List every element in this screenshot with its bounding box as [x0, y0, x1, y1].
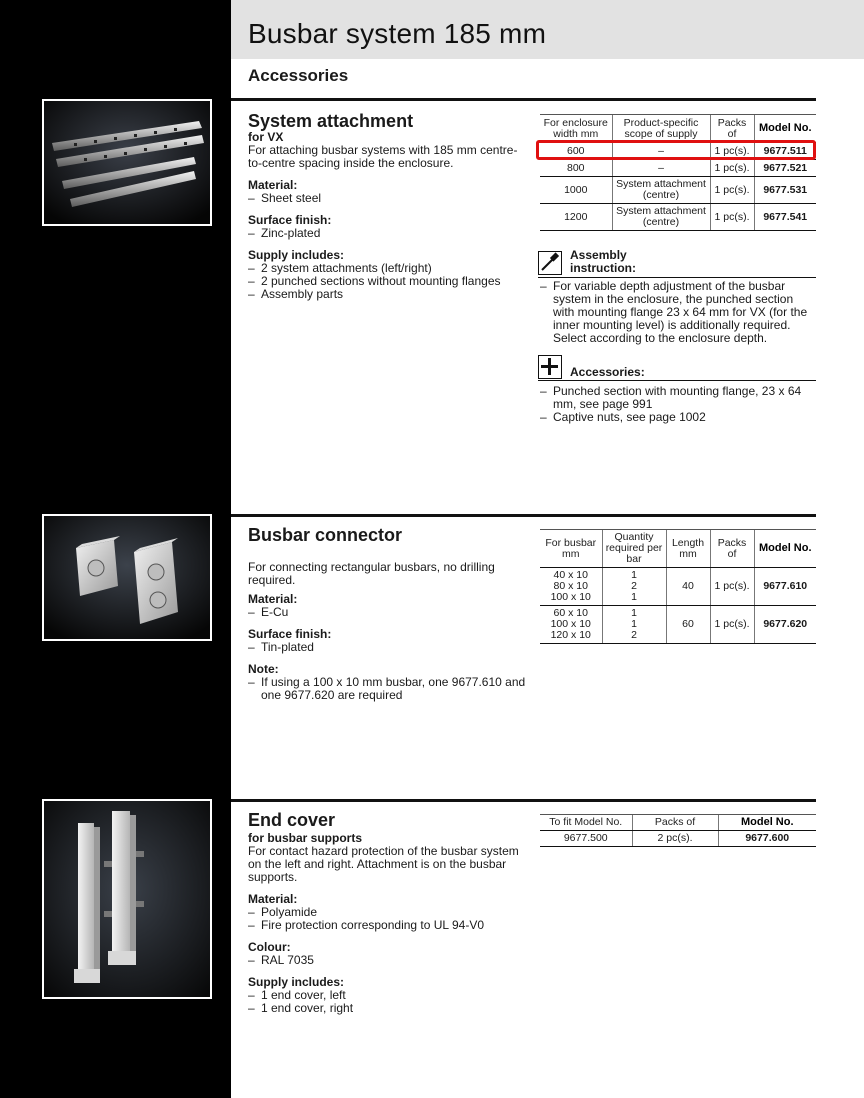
table-row [540, 831, 816, 847]
material-item: – E-Cu [248, 606, 528, 619]
table-cell: System attachment (centre) [612, 177, 710, 204]
system-attachment-photo [42, 99, 212, 226]
table-cell: 1 pc(s). [710, 160, 754, 177]
table-cell [540, 568, 602, 606]
note-item: – If using a 100 x 10 mm busbar, one 9677.610 and one 9677.620 are required [248, 676, 528, 702]
table-cell: 60 [666, 606, 710, 644]
busbar-size: 60 x 10 [553, 607, 588, 619]
end-cover-subtitle: for busbar supports [248, 831, 363, 845]
busbar-connector-table [540, 529, 816, 644]
table-cell: – [612, 160, 710, 177]
quantity: 1 [631, 591, 637, 603]
model-number: 9677.610 [754, 568, 816, 606]
table-row [540, 204, 816, 231]
end-cover-photo [42, 799, 212, 999]
model-number: 9677.600 [718, 831, 816, 847]
section-divider [231, 514, 816, 517]
finish-item: – Tin-plated [248, 641, 528, 654]
table-cell [602, 606, 666, 644]
col-header: For enclosure width mm [540, 115, 612, 143]
notice-rule [538, 380, 816, 381]
busbar-connector-description [248, 561, 528, 702]
quantity: 2 [631, 629, 637, 641]
quantity: 1 [631, 607, 637, 619]
table-row [540, 606, 816, 644]
busbar-size: 100 x 10 [550, 618, 591, 630]
busbar-size: 80 x 10 [553, 580, 588, 592]
col-header: Quantity required per bar [602, 530, 666, 568]
col-header: To fit Model No. [540, 815, 632, 831]
table-cell: 800 [540, 160, 612, 177]
end-cover-text: For contact hazard protection of the busbar system on the left and right. Attachment is on the busbar supports. [248, 844, 519, 884]
busbar-size: 100 x 10 [550, 591, 591, 603]
table-cell [602, 568, 666, 606]
material-label: Material: [248, 178, 298, 192]
material-label: Material: [248, 592, 298, 606]
col-header: Model No. [754, 115, 816, 143]
finish-label: Surface finish: [248, 213, 332, 227]
accessory-item: – Captive nuts, see page 1002 [540, 411, 816, 424]
system-attachment-title: System attachment [248, 111, 414, 131]
col-header: Packs of [710, 115, 754, 143]
busbar-connector-text: For connecting rectangular busbars, no drilling required. [248, 560, 495, 587]
busbar-size: 120 x 10 [550, 629, 591, 641]
table-header-row [540, 530, 816, 568]
table-row [540, 160, 816, 177]
page-title: Busbar system 185 mm [248, 18, 547, 49]
material-item: – Sheet steel [248, 192, 528, 205]
quantity: 2 [631, 580, 637, 592]
section-divider [231, 98, 816, 101]
system-attachment-text: For attaching busbar systems with 185 mm centre-to-centre spacing inside the enclosure. [248, 143, 518, 170]
section-divider [231, 799, 816, 802]
accessories-heading: Accessories: [570, 365, 645, 379]
material-label: Material: [248, 892, 298, 906]
col-header: For busbar mm [540, 530, 602, 568]
table-cell: 1000 [540, 177, 612, 204]
notice-rule [538, 277, 816, 278]
screwdriver-icon [538, 251, 562, 275]
model-number: 9677.620 [754, 606, 816, 644]
table-cell: System attachment (centre) [612, 204, 710, 231]
supply-label: Supply includes: [248, 248, 345, 262]
system-attachment-subtitle: for VX [248, 130, 284, 144]
assembly-heading: Assembly instruction: [570, 248, 636, 275]
model-number: 9677.531 [754, 177, 816, 204]
assembly-text [540, 280, 816, 345]
model-number: 9677.521 [754, 160, 816, 177]
table-cell: 1 pc(s). [710, 204, 754, 231]
table-cell [540, 606, 602, 644]
table-header-row [540, 115, 816, 143]
table-cell: 40 [666, 568, 710, 606]
supply-item: – 1 end cover, right [248, 1002, 528, 1015]
col-header: Model No. [718, 815, 816, 831]
model-number: 9677.541 [754, 204, 816, 231]
supply-item: – 2 punched sections without mounting flanges [248, 275, 528, 288]
table-row [540, 177, 816, 204]
busbar-size: 40 x 10 [553, 569, 588, 581]
table-row [540, 568, 816, 606]
col-header: Product-specific scope of supply [612, 115, 710, 143]
table-cell: 1200 [540, 204, 612, 231]
end-cover-description [248, 832, 528, 1015]
col-header: Length mm [666, 530, 710, 568]
quantity: 1 [631, 569, 637, 581]
section-title: Accessories [248, 66, 349, 85]
col-header: Packs of [632, 815, 718, 831]
table-cell: 2 pc(s). [632, 831, 718, 847]
quantity: 1 [631, 618, 637, 630]
table-cell: 9677.500 [540, 831, 632, 847]
finish-item: – Zinc-plated [248, 227, 528, 240]
colour-item: – RAL 7035 [248, 954, 528, 967]
material-item: – Polyamide [248, 906, 528, 919]
material-item: – Fire protection corresponding to UL 94-V0 [248, 919, 528, 932]
busbar-connector-title: Busbar connector [248, 525, 403, 545]
highlight-box [536, 140, 816, 160]
end-cover-title: End cover [248, 810, 336, 830]
table-cell: 1 pc(s). [710, 606, 754, 644]
supply-item: – 2 system attachments (left/right) [248, 262, 528, 275]
note-label: Note: [248, 662, 279, 676]
plus-icon [538, 355, 562, 379]
col-header: Model No. [754, 530, 816, 568]
supply-label: Supply includes: [248, 975, 345, 989]
accessories-text [540, 385, 816, 424]
assembly-item: – For variable depth adjustment of the busbar system in the enclosure, the punched section with mounting flange 23 x 64 mm for VX (for the inner mounting level) is additionally required. Select according to the enclosure depth. [540, 280, 816, 345]
accessory-item: – Punched section with mounting flange, 23 x 64 mm, see page 991 [540, 385, 816, 411]
table-header-row [540, 815, 816, 831]
col-header: Packs of [710, 530, 754, 568]
table-cell: 600 [540, 143, 612, 160]
supply-item: – 1 end cover, left [248, 989, 528, 1002]
colour-label: Colour: [248, 940, 291, 954]
end-cover-table [540, 814, 816, 847]
table-cell: 1 pc(s). [710, 177, 754, 204]
system-attachment-description [248, 131, 528, 301]
system-attachment-table [540, 114, 816, 231]
busbar-connector-photo [42, 514, 212, 641]
table-cell: 1 pc(s). [710, 568, 754, 606]
supply-item: – Assembly parts [248, 288, 528, 301]
finish-label: Surface finish: [248, 627, 332, 641]
model-number: 9677.511 [754, 143, 816, 160]
table-cell: 1 pc(s). [710, 143, 754, 160]
table-cell: – [612, 143, 710, 160]
